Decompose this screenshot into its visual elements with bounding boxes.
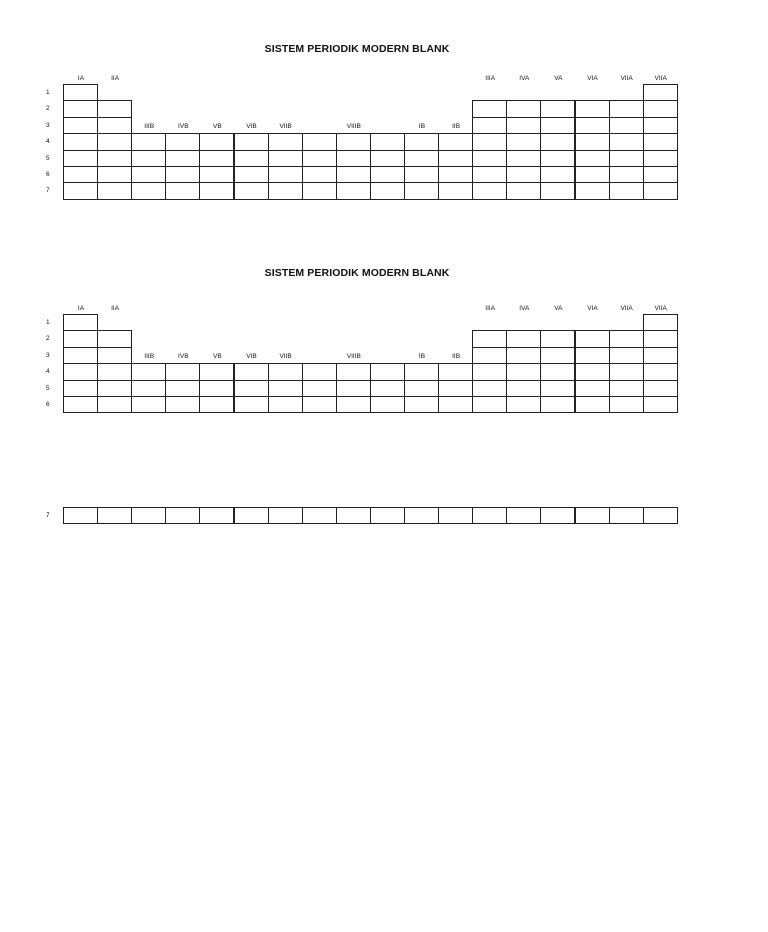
element-cell-p6-g7[interactable] — [268, 166, 303, 183]
element-cell-p6-g5[interactable] — [199, 396, 234, 413]
element-cell-p4-g18[interactable] — [643, 363, 678, 380]
element-cell-p4-g15[interactable] — [540, 363, 575, 380]
group-label: VIIIB — [346, 352, 361, 360]
element-cell-p6-g13[interactable] — [472, 166, 507, 183]
element-cell-p4-g5[interactable] — [199, 363, 234, 380]
element-cell-p5-g6[interactable] — [234, 380, 269, 397]
element-cell-p4-g3[interactable] — [131, 363, 166, 380]
group-label: IVB — [178, 352, 189, 360]
element-cell-p1-g1[interactable] — [63, 84, 98, 101]
period-label: 2 — [46, 335, 50, 343]
element-cell-p5-g12[interactable] — [438, 150, 473, 167]
element-cell-p6-g4[interactable] — [165, 166, 200, 183]
group-label: IB — [418, 352, 426, 360]
element-cell-p3-g13[interactable] — [472, 347, 507, 364]
element-cell-p7-g4[interactable] — [165, 507, 200, 524]
element-cell-p7-g1[interactable] — [63, 182, 98, 199]
element-cell-p4-g7[interactable] — [268, 133, 303, 150]
element-cell-p4-g2[interactable] — [97, 363, 132, 380]
element-cell-p7-g11[interactable] — [404, 182, 439, 199]
element-cell-p3-g16[interactable] — [575, 117, 610, 134]
element-cell-p2-g16[interactable] — [575, 330, 610, 347]
element-cell-p5-g16[interactable] — [575, 150, 610, 167]
element-cell-p7-g1[interactable] — [63, 507, 98, 524]
element-cell-p4-g18[interactable] — [643, 133, 678, 150]
element-cell-p6-g5[interactable] — [199, 166, 234, 183]
element-cell-p5-g18[interactable] — [643, 150, 678, 167]
element-cell-p5-g4[interactable] — [165, 380, 200, 397]
element-cell-p6-g10[interactable] — [370, 166, 405, 183]
element-cell-p5-g17[interactable] — [609, 150, 644, 167]
element-cell-p6-g16[interactable] — [575, 166, 610, 183]
element-cell-p6-g2[interactable] — [97, 166, 132, 183]
period-label: 3 — [46, 121, 50, 129]
group-label: IIA — [111, 305, 120, 312]
element-cell-p7-g17[interactable] — [609, 182, 644, 199]
element-cell-p4-g13[interactable] — [472, 363, 507, 380]
element-cell-p7-g7[interactable] — [268, 182, 303, 199]
element-cell-p6-g4[interactable] — [165, 396, 200, 413]
element-cell-p7-g17[interactable] — [609, 507, 644, 524]
group-label: IA — [77, 75, 85, 82]
element-cell-p6-g1[interactable] — [63, 166, 98, 183]
period-label: 1 — [46, 89, 50, 96]
group-label: VB — [213, 352, 222, 360]
group-label: VIIA — [654, 75, 667, 82]
element-cell-p7-g15[interactable] — [540, 182, 575, 199]
group-label: IVA — [519, 305, 530, 312]
element-cell-p7-g3[interactable] — [131, 507, 166, 524]
group-label: IA — [77, 305, 85, 312]
element-cell-p4-g16[interactable] — [575, 363, 610, 380]
group-label: VIIIB — [346, 122, 361, 130]
element-cell-p6-g18[interactable] — [643, 396, 678, 413]
element-cell-p3-g15[interactable] — [540, 117, 575, 134]
period-label: 5 — [46, 154, 50, 162]
group-label: VIIB — [279, 122, 292, 130]
element-cell-p4-g2[interactable] — [97, 133, 132, 150]
element-cell-p6-g14[interactable] — [506, 396, 541, 413]
element-cell-p7-g13[interactable] — [472, 182, 507, 199]
element-cell-p5-g17[interactable] — [609, 380, 644, 397]
element-cell-p4-g6[interactable] — [234, 133, 269, 150]
element-cell-p2-g17[interactable] — [609, 330, 644, 347]
element-cell-p5-g2[interactable] — [97, 150, 132, 167]
element-cell-p5-g13[interactable] — [472, 150, 507, 167]
element-cell-p7-g6[interactable] — [234, 507, 269, 524]
period-label: 6 — [46, 401, 50, 408]
element-cell-p7-g9[interactable] — [336, 182, 371, 199]
element-cell-p7-g8[interactable] — [302, 182, 337, 199]
element-cell-p6-g12[interactable] — [438, 396, 473, 413]
element-cell-p5-g6[interactable] — [234, 150, 269, 167]
element-cell-p2-g13[interactable] — [472, 100, 507, 117]
element-cell-p7-g8[interactable] — [302, 507, 337, 524]
element-cell-p6-g15[interactable] — [540, 396, 575, 413]
element-cell-p6-g16[interactable] — [575, 396, 610, 413]
element-cell-p2-g15[interactable] — [540, 330, 575, 347]
element-cell-p7-g10[interactable] — [370, 182, 405, 199]
element-cell-p6-g13[interactable] — [472, 396, 507, 413]
element-cell-p5-g9[interactable] — [336, 380, 371, 397]
element-cell-p3-g16[interactable] — [575, 347, 610, 364]
element-cell-p6-g9[interactable] — [336, 166, 371, 183]
element-cell-p5-g4[interactable] — [165, 150, 200, 167]
element-cell-p5-g14[interactable] — [506, 150, 541, 167]
element-cell-p5-g8[interactable] — [302, 150, 337, 167]
group-label: VIA — [587, 75, 598, 82]
element-cell-p4-g1[interactable] — [63, 133, 98, 150]
element-cell-p6-g2[interactable] — [97, 396, 132, 413]
element-cell-p3-g13[interactable] — [472, 117, 507, 134]
element-cell-p6-g11[interactable] — [404, 396, 439, 413]
element-cell-p6-g18[interactable] — [643, 166, 678, 183]
element-cell-p4-g15[interactable] — [540, 133, 575, 150]
element-cell-p1-g18[interactable] — [643, 314, 678, 331]
period-label: 1 — [46, 319, 50, 326]
element-cell-p5-g10[interactable] — [370, 380, 405, 397]
element-cell-p5-g1[interactable] — [63, 380, 98, 397]
element-cell-p7-g7[interactable] — [268, 507, 303, 524]
element-cell-p7-g14[interactable] — [506, 182, 541, 199]
group-label: IIIB — [144, 122, 155, 130]
group-label: VIB — [246, 122, 257, 130]
element-cell-p6-g3[interactable] — [131, 166, 166, 183]
element-cell-p3-g2[interactable] — [97, 347, 132, 364]
element-cell-p7-g18[interactable] — [643, 507, 678, 524]
element-cell-p7-g5[interactable] — [199, 182, 234, 199]
group-label: VIIA — [620, 75, 633, 82]
element-cell-p3-g14[interactable] — [506, 347, 541, 364]
element-cell-p4-g7[interactable] — [268, 363, 303, 380]
element-cell-p4-g17[interactable] — [609, 133, 644, 150]
group-label: IIB — [452, 352, 461, 360]
element-cell-p2-g16[interactable] — [575, 100, 610, 117]
element-cell-p6-g17[interactable] — [609, 166, 644, 183]
element-cell-p6-g8[interactable] — [302, 166, 337, 183]
element-cell-p7-g15[interactable] — [540, 507, 575, 524]
element-cell-p5-g9[interactable] — [336, 150, 371, 167]
group-label: IIB — [452, 122, 461, 130]
element-cell-p6-g15[interactable] — [540, 166, 575, 183]
element-cell-p7-g9[interactable] — [336, 507, 371, 524]
element-cell-p5-g7[interactable] — [268, 380, 303, 397]
element-cell-p1-g18[interactable] — [643, 84, 678, 101]
element-cell-p4-g17[interactable] — [609, 363, 644, 380]
element-cell-p3-g14[interactable] — [506, 117, 541, 134]
element-cell-p4-g14[interactable] — [506, 133, 541, 150]
element-cell-p5-g3[interactable] — [131, 380, 166, 397]
element-cell-p5-g2[interactable] — [97, 380, 132, 397]
group-label: VIB — [246, 352, 257, 360]
group-label: VB — [213, 122, 222, 130]
group-label: IIA — [111, 75, 120, 82]
element-cell-p7-g3[interactable] — [131, 182, 166, 199]
element-cell-p6-g17[interactable] — [609, 396, 644, 413]
element-cell-p4-g11[interactable] — [404, 363, 439, 380]
period-label: 4 — [46, 368, 50, 376]
element-cell-p2-g2[interactable] — [97, 330, 132, 347]
group-label: VIA — [587, 305, 598, 312]
element-cell-p6-g10[interactable] — [370, 396, 405, 413]
element-cell-p4-g13[interactable] — [472, 133, 507, 150]
element-cell-p7-g13[interactable] — [472, 507, 507, 524]
element-cell-p5-g1[interactable] — [63, 150, 98, 167]
element-cell-p3-g2[interactable] — [97, 117, 132, 134]
element-cell-p4-g4[interactable] — [165, 363, 200, 380]
period-label: 7 — [46, 187, 50, 195]
element-cell-p5-g13[interactable] — [472, 380, 507, 397]
element-cell-p7-g12[interactable] — [438, 507, 473, 524]
element-cell-p7-g4[interactable] — [165, 182, 200, 199]
element-cell-p5-g15[interactable] — [540, 380, 575, 397]
element-cell-p4-g6[interactable] — [234, 363, 269, 380]
element-cell-p3-g18[interactable] — [643, 117, 678, 134]
period-label: 3 — [46, 351, 50, 359]
element-cell-p2-g15[interactable] — [540, 100, 575, 117]
element-cell-p4-g3[interactable] — [131, 133, 166, 150]
element-cell-p6-g3[interactable] — [131, 396, 166, 413]
element-cell-p2-g14[interactable] — [506, 330, 541, 347]
group-label: VA — [554, 75, 563, 82]
element-cell-p5-g10[interactable] — [370, 150, 405, 167]
element-cell-p4-g12[interactable] — [438, 363, 473, 380]
element-cell-p2-g2[interactable] — [97, 100, 132, 117]
element-cell-p5-g12[interactable] — [438, 380, 473, 397]
element-cell-p4-g4[interactable] — [165, 133, 200, 150]
group-label: VIIB — [279, 352, 292, 360]
group-label: VA — [554, 305, 563, 312]
element-cell-p2-g1[interactable] — [63, 100, 98, 117]
element-cell-p5-g16[interactable] — [575, 380, 610, 397]
element-cell-p1-g1[interactable] — [63, 314, 98, 331]
element-cell-p5-g14[interactable] — [506, 380, 541, 397]
element-cell-p7-g11[interactable] — [404, 507, 439, 524]
table-1-title: SISTEM PERIODIK MODERN BLANK — [264, 43, 450, 55]
element-cell-p6-g9[interactable] — [336, 396, 371, 413]
element-cell-p3-g17[interactable] — [609, 347, 644, 364]
element-cell-p5-g5[interactable] — [199, 150, 234, 167]
element-cell-p3-g18[interactable] — [643, 347, 678, 364]
group-label: IIIA — [485, 305, 496, 312]
element-cell-p7-g18[interactable] — [643, 182, 678, 199]
element-cell-p5-g11[interactable] — [404, 150, 439, 167]
element-cell-p3-g15[interactable] — [540, 347, 575, 364]
element-cell-p6-g6[interactable] — [234, 396, 269, 413]
group-label: IIIA — [485, 75, 496, 82]
period-label: 4 — [46, 138, 50, 146]
element-cell-p7-g12[interactable] — [438, 182, 473, 199]
group-label: VIIA — [654, 305, 667, 312]
group-label: IB — [418, 122, 426, 130]
element-cell-p7-g6[interactable] — [234, 182, 269, 199]
element-cell-p5-g11[interactable] — [404, 380, 439, 397]
element-cell-p2-g18[interactable] — [643, 100, 678, 117]
element-cell-p3-g1[interactable] — [63, 117, 98, 134]
element-cell-p5-g15[interactable] — [540, 150, 575, 167]
element-cell-p4-g8[interactable] — [302, 363, 337, 380]
element-cell-p7-g16[interactable] — [575, 182, 610, 199]
element-cell-p4-g1[interactable] — [63, 363, 98, 380]
element-cell-p2-g1[interactable] — [63, 330, 98, 347]
period-label: 5 — [46, 384, 50, 392]
element-cell-p6-g11[interactable] — [404, 166, 439, 183]
period-label: 2 — [46, 105, 50, 113]
group-label: IVA — [519, 75, 530, 82]
element-cell-p4-g10[interactable] — [370, 133, 405, 150]
element-cell-p7-g5[interactable] — [199, 507, 234, 524]
element-cell-p5-g7[interactable] — [268, 150, 303, 167]
element-cell-p5-g18[interactable] — [643, 380, 678, 397]
element-cell-p2-g14[interactable] — [506, 100, 541, 117]
element-cell-p6-g12[interactable] — [438, 166, 473, 183]
element-cell-p4-g9[interactable] — [336, 363, 371, 380]
element-cell-p4-g14[interactable] — [506, 363, 541, 380]
element-cell-p2-g18[interactable] — [643, 330, 678, 347]
element-cell-p6-g14[interactable] — [506, 166, 541, 183]
element-cell-p4-g12[interactable] — [438, 133, 473, 150]
element-cell-p4-g11[interactable] — [404, 133, 439, 150]
element-cell-p4-g8[interactable] — [302, 133, 337, 150]
element-cell-p6-g6[interactable] — [234, 166, 269, 183]
element-cell-p6-g7[interactable] — [268, 396, 303, 413]
table-2-title: SISTEM PERIODIK MODERN BLANK — [264, 267, 450, 279]
element-cell-p3-g17[interactable] — [609, 117, 644, 134]
group-label: IVB — [178, 122, 189, 130]
element-cell-p3-g1[interactable] — [63, 347, 98, 364]
period-label: 6 — [46, 171, 50, 178]
element-cell-p4-g9[interactable] — [336, 133, 371, 150]
element-cell-p5-g8[interactable] — [302, 380, 337, 397]
period-label: 7 — [46, 512, 50, 519]
element-cell-p7-g2[interactable] — [97, 182, 132, 199]
element-cell-p6-g1[interactable] — [63, 396, 98, 413]
element-cell-p4-g10[interactable] — [370, 363, 405, 380]
element-cell-p2-g17[interactable] — [609, 100, 644, 117]
group-label: VIIA — [620, 305, 633, 312]
element-cell-p5-g5[interactable] — [199, 380, 234, 397]
element-cell-p5-g3[interactable] — [131, 150, 166, 167]
element-cell-p6-g8[interactable] — [302, 396, 337, 413]
element-cell-p7-g2[interactable] — [97, 507, 132, 524]
element-cell-p7-g10[interactable] — [370, 507, 405, 524]
element-cell-p7-g16[interactable] — [575, 507, 610, 524]
group-label: IIIB — [144, 352, 155, 360]
element-cell-p2-g13[interactable] — [472, 330, 507, 347]
element-cell-p4-g5[interactable] — [199, 133, 234, 150]
element-cell-p4-g16[interactable] — [575, 133, 610, 150]
element-cell-p7-g14[interactable] — [506, 507, 541, 524]
